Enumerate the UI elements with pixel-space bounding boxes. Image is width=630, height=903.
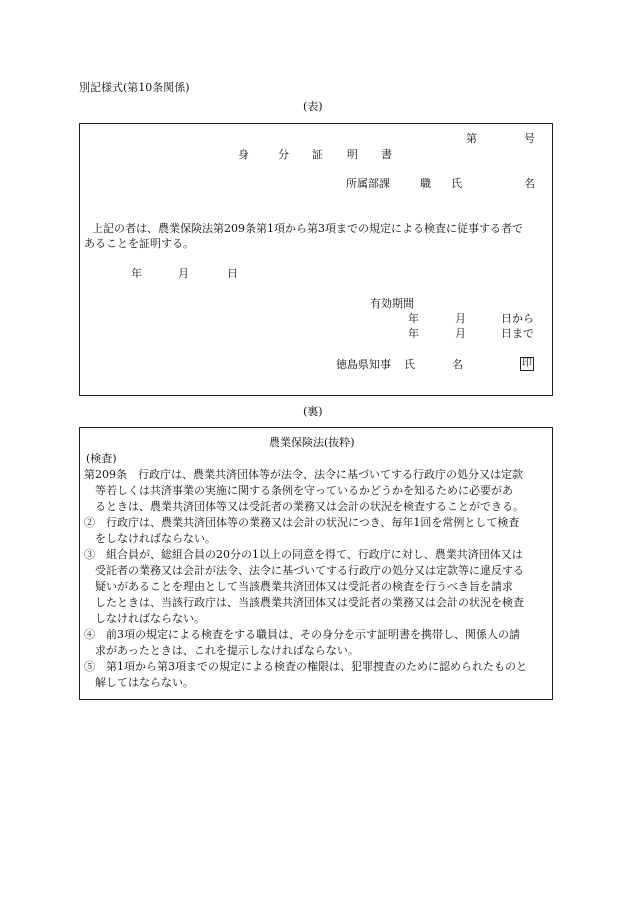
law-line: ④ 前3項の規定による検査をする職員は、その身分を示す証明書を携帯し、関係人の請 — [84, 628, 520, 641]
issuer-label: 徳島県知事 — [336, 358, 391, 371]
validity-from-month: 月 — [455, 312, 466, 325]
law-line: 第209条 行政庁は、農業共済団体等が法令、法令に基づいてする行政庁の処分又は定款 — [84, 468, 523, 481]
law-line: ② 行政庁は、農業共済団体等の業務又は会計の状況につき、毎年1回を常例として検査 — [84, 516, 520, 529]
law-line: ⑤ 第1項から第3項までの規定による検査の権限は、犯罪捜査のために認められたものと — [84, 660, 527, 673]
name-label-2: 名 — [524, 177, 535, 190]
law-title: 農業保険法(抜粋) — [269, 436, 355, 449]
dept-label: 所属部課 — [346, 177, 390, 190]
law-line: 求があったときは、これを提示しなければならない。 — [84, 644, 359, 657]
title-char: 書 — [381, 148, 392, 161]
form-label: 別記様式(第10条関係) — [79, 81, 190, 94]
validity-from-year: 年 — [408, 312, 419, 325]
back-caption: (裏) — [303, 405, 323, 418]
validity-label: 有効期間 — [370, 297, 414, 310]
law-line: るときは、農業共済団体等又は受託者の業務又は会計の状況を検査することができる。 — [84, 500, 524, 513]
issuer-name-1: 氏 — [404, 358, 415, 371]
job-label: 職 — [420, 177, 431, 190]
seal-mark — [520, 356, 534, 371]
section-heading: (検査) — [86, 452, 117, 465]
name-label-1: 氏 — [451, 177, 462, 190]
validity-to-year: 年 — [408, 327, 419, 340]
validity-from-day: 日から — [501, 312, 534, 325]
law-line: 受託者の業務又は会計が法令、法令に基づいてする行政庁の処分又は定款等に違反する — [84, 564, 524, 577]
law-line: ③ 組合員が、総組合員の20分の1以上の同意を得て、行政庁に対し、農業共済団体又は — [84, 548, 523, 561]
title-char: 証 — [312, 148, 323, 161]
body-line-1: 上記の者は、農業保険法第209条第1項から第3項までの規定による検査に従事する者で — [92, 222, 523, 235]
number-prefix: 第 — [466, 132, 477, 145]
title-char: 身 — [238, 148, 249, 161]
law-line: をしなければならない。 — [84, 532, 216, 545]
validity-to-month: 月 — [455, 327, 466, 340]
law-line: したときは、当該行政庁は、当該農業共済団体又は受託者の業務又は会計の状況を検査 — [84, 596, 524, 609]
law-line: 解してはならない。 — [84, 676, 194, 689]
body-line-2: あることを証明する。 — [84, 237, 194, 250]
validity-to-day: 日まで — [501, 327, 534, 340]
seal-box: 印 — [522, 358, 532, 369]
front-certificate-frame — [79, 123, 553, 396]
law-line: しなければならない。 — [84, 612, 205, 625]
title-char: 分 — [278, 148, 289, 161]
issue-month: 月 — [178, 267, 189, 280]
front-caption: (表) — [303, 100, 323, 113]
number-suffix: 号 — [524, 132, 535, 145]
title-char: 明 — [347, 148, 358, 161]
issuer-name-2: 名 — [452, 358, 463, 371]
law-line: 疑いがあることを理由として当該農業共済団体又は受託者の検査を行うべき旨を請求 — [84, 580, 513, 593]
issue-year: 年 — [131, 267, 142, 280]
issue-day: 日 — [227, 267, 238, 280]
law-line: 等若しくは共済事業の実施に関する条例を守っているかどうかを知るために必要があ — [84, 484, 513, 497]
